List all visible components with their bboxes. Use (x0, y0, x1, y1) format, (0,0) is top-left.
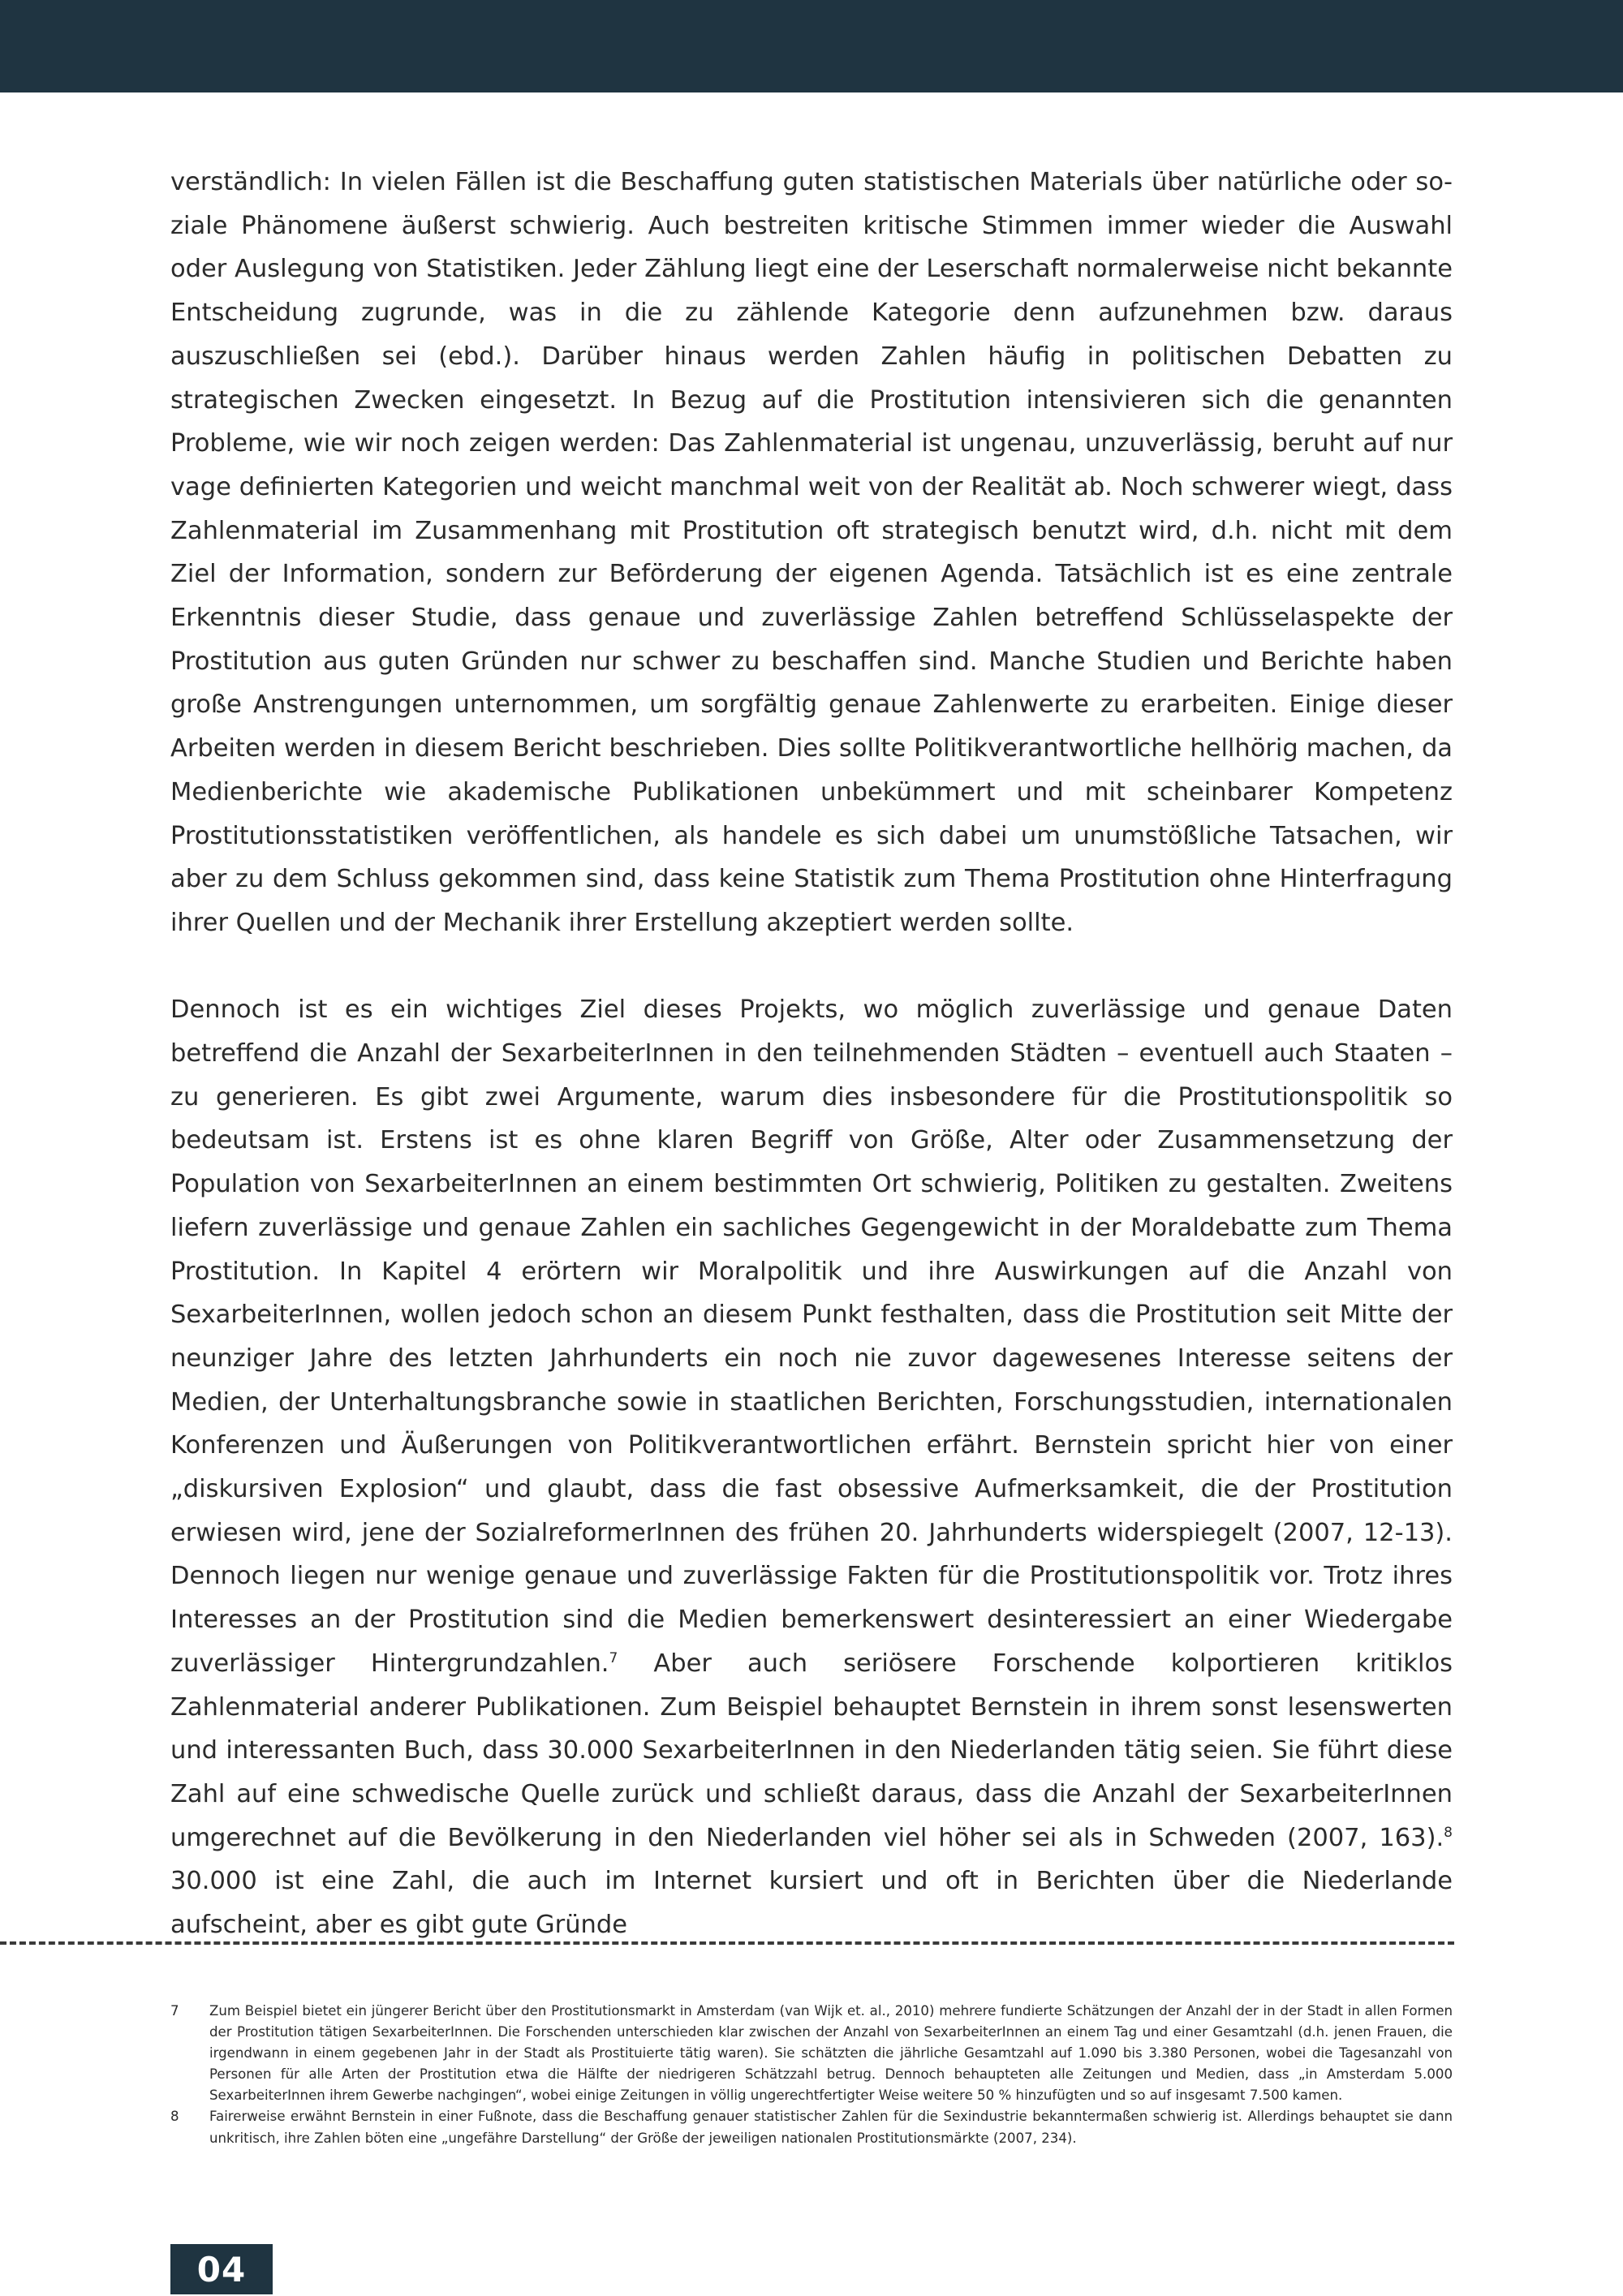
header-bar (0, 0, 1623, 92)
paragraph-2-part-1: Dennoch ist es ein wichtiges Ziel dieses Projekts, wo möglich zuverlässige und genaue Daten betreffend die Anzahl der SexarbeiterInnen in den teilnehmenden Städten – eventuell auch Staaten – zu generieren. Es gibt zwei Argumente, warum dies insbesondere für die Prostitutionspolitik so bedeutsam ist. Erstens ist es ohne klaren Begriff von Größe, Alter oder Zusammensetzung der Population von SexarbeiterInnen an einem bestimmten Ort schwierig, Politiken zu gestalten. Zweitens liefern zuverlässige und genaue Zahlen ein sachliches Gegengewicht in der Moraldebatte zum Thema Prostitution. In Kapitel 4 erörtern wir Moralpolitik und ihre Auswirkungen auf die Anzahl von SexarbeiterInnen, wollen jedoch schon an diesem Punkt festhalten, dass die Prostitution seit Mitte der neunziger Jahre des letzten Jahrhunderts ein noch nie zuvor dagewesenes Interesse seitens der Medien, der Unterhaltungsbranche sowie in staatlichen Berichten, Forschungsstudien, internationalen Konferenzen und Äußerungen von Politikverantwortlichen erfährt. Bernstein spricht hier von einer „diskursiven Explosion“ und glaubt, dass die fast obsessive Aufmerksamkeit, die der Prostitution erwiesen wird, jene der SozialreformerInnen des frühen 20. Jahrhunderts widerspiegelt (2007, 12-13). Dennoch liegen nur wenige genaue und zuverlässige Fakten für die Prostitutionspolitik vor. Trotz ihres Interesses an der Prostitution sind die Medien bemerkenswert desinteressiert an einer Wiedergabe zuverlässiger Hintergrundzahlen. (170, 995, 1453, 1678)
footnote-number: 8 (170, 2109, 179, 2125)
paragraph-2 (170, 988, 1453, 1946)
footnote-ref-7[interactable]: 7 (609, 1649, 618, 1666)
footnote-text: Fairerweise erwähnt Bernstein in einer Fußnote, dass die Beschaffung genauer statistischer Zahlen für die Sexindustrie bekanntermaßen schwierig ist. Allerdings behauptet sie dann unkritisch, ihre Zahlen böten eine „ungefähre Darstellung“ der Größe der jeweiligen nationalen Prostitutionsmärkte (2007, 234). (209, 2109, 1453, 2146)
page-number: 04 (170, 2244, 273, 2294)
body-text (170, 161, 1453, 1947)
footnote-text: Zum Beispiel bietet ein jüngerer Bericht über den Prostitutionsmarkt in Amsterdam (van Wijk et. al., 2010) mehrere fundierte Schätzungen der Anzahl der in der Stadt in allen Formen der Prostitution tätigen SexarbeiterInnen. Die Forschenden unterschieden klar zwischen der Anzahl von SexarbeiterInnen an einem Tag und einer Gesamtzahl (d.h. jenen Frauen, die irgendwann in einem gegebenen Jahr in der Stadt als Prostituierte tätig waren). Sie schätzten die jährliche Gesamtzahl auf 1.090 bis 3.380 Personen, wobei die Tagesanzahl von Personen für alle Arten der Prostitution etwa die Hälfte der niedrigeren Schätzzahl betrug. Dennoch behaupteten alle Zeitungen und Medien, dass „in Amsterdam 5.000 SexarbeiterInnen ihrem Gewerbe nachgingen“, wobei einige Zeitungen in völlig ungerechtfertigter Weise weitere 50 % hinzufügten und so auf insgesamt 7.500 kamen. (209, 2003, 1453, 2104)
footnote-8 (170, 2106, 1453, 2148)
footnote-ref-8[interactable]: 8 (1444, 1824, 1453, 1841)
footnote-7 (170, 2001, 1453, 2106)
footnote-divider (0, 1941, 1454, 1945)
footnotes (170, 2001, 1453, 2149)
footnote-number: 7 (170, 2003, 179, 2019)
paragraph-2-part-3: 30.000 ist eine Zahl, die auch im Internet kursiert und oft in Berichten über die Niederlande aufscheint, aber es gibt gute Gründe (170, 1867, 1453, 1940)
paragraph-2-part-2: Aber auch seriösere Forschende kolportieren kritiklos Zahlenmaterial anderer Publikationen. Zum Beispiel behauptet Bernstein in ihrem sonst lesenswerten und interessanten Buch, dass 30.000 SexarbeiterInnen in den Niederlanden tätig seien. Sie führt diese Zahl auf eine schwedische Quelle zurück und schließt daraus, dass die Anzahl der SexarbeiterInnen umgerechnet auf die Bevölkerung in den Niederlanden viel höher sei als in Schweden (2007, 163). (170, 1649, 1453, 1852)
paragraph-1: verständlich: In vielen Fällen ist die Beschaffung guten statistischen Materials über natürliche oder soziale Phänomene äußerst schwierig. Auch bestreiten kritische Stimmen immer wieder die Auswahl oder Auslegung von Statistiken. Jeder Zählung liegt eine der Leserschaft normalerweise nicht bekannte Entscheidung zugrunde, was in die zu zählende Kategorie denn aufzunehmen bzw. daraus auszuschließen sei (ebd.). Darüber hinaus werden Zahlen häufig in politischen Debatten zu strategischen Zwecken eingesetzt. In Bezug auf die Prostitution intensivieren sich die genannten Probleme, wie wir noch zeigen werden: Das Zahlenmaterial ist ungenau, unzuverlässig, beruht auf nur vage definierten Kategorien und weicht manchmal weit von der Realität ab. Noch schwerer wiegt, dass Zahlenmaterial im Zusammenhang mit Prostitution oft strategisch benutzt wird, d.h. nicht mit dem Ziel der Information, sondern zur Beförderung der eigenen Agenda. Tatsächlich ist es eine zentrale Erkenntnis dieser Studie, dass genaue und zuverlässige Zahlen betreffend Schlüsselaspekte der Prostitution aus guten Gründen nur schwer zu beschaffen sind. Manche Studien und Berichte haben große Anstrengungen unternommen, um sorgfältig genaue Zahlenwerte zu erarbeiten. Einige dieser Arbeiten werden in diesem Bericht beschrieben. Dies sollte Politikverantwortliche hellhörig machen, da Medienberichte wie akademische Publikationen unbekümmert und mit scheinbarer Kompetenz Prostitutionsstatistiken veröffentlichen, als handele es sich dabei um unumstößliche Tatsachen, wir aber zu dem Schluss gekommen sind, dass keine Statistik zum Thema Prostitution ohne Hinterfragung ihrer Quellen und der Mechanik ihrer Erstellung akzeptiert werden sollte. (170, 168, 1453, 937)
